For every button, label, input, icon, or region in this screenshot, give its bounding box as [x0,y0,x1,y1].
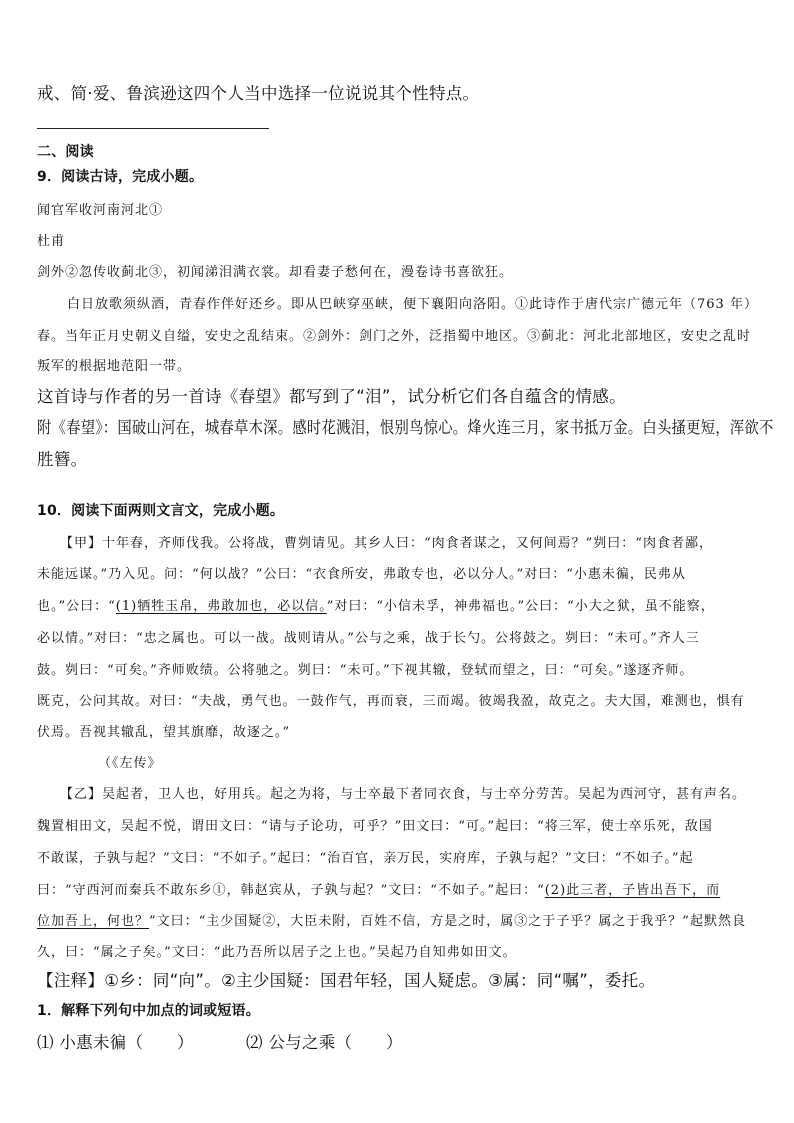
annotation-note: 【注释】①乡：同“向”。②主少国疑：国君年轻，国人疑虑。③属：同“嘱”，委托。 [37,971,656,990]
q10-prompt: 10．阅读下面两则文言文，完成小题。 [37,503,285,519]
poem-note: 春。当年正月史朝义自缢，安史之乱结束。②剑外：剑门之外，泛指蜀中地区。③蓟北：河北北部地区，安史之乱时 [37,329,752,344]
poem-title: 闻官军收河南河北① [37,203,164,218]
text-jia-line: 既克，公问其故。对曰：“夫战，勇气也。一鼓作气，再而衰，三而竭。彼竭我盈，故克之。夫大国，难测也，惧有 [37,694,745,709]
poem-line: 剑外②忽传收蓟北③，初闻涕泪满衣裳。却看妻子愁何在，漫卷诗书喜欲狂。 [37,265,514,280]
underlined-sentence-1: (1)牺牲玉帛，弗敢加也，必以信。 [115,599,327,614]
text-jia-line: 【甲】十年春，齐师伐我。公将战，曹刿请见。其乡人曰：“肉食者谋之，又何间焉？”刿曰：“肉食者鄙， [60,536,713,551]
text-jia-line [37,595,715,614]
text-jia-line: 必以情。”对曰：“忠之属也。可以一战。战则请从。”公与之乘，战于长勺。公将鼓之。刿曰：“未可。”齐人三 [37,631,700,646]
source-citation: （《左传》 [98,756,162,771]
fill-blank-2: ⑵ 公与之乘（ ） [246,1033,403,1052]
text-segment: ”文曰：“主少国疑②，大臣未附，百姓不信，方是之时，属③之于子乎？属之于我乎？”起默然良 [149,914,746,929]
top-line: 戒、简·爱、鲁滨逊这四个人当中选择一位说说其个性特点。 [37,84,480,103]
text-yi-line [37,910,746,929]
text-yi-line: 【乙】吴起者，卫人也，好用兵。起之为将，与士卒最下者同衣食，与士卒分劳苦。吴起为西河守，甚有声名。 [60,787,747,802]
q9-prompt: 9．阅读古诗，完成小题。 [37,169,204,185]
sub-question-1: 1．解释下列句中加点的词或短语。 [37,1003,260,1019]
text-yi-line: 不敢谋，子孰与起？”文曰：“不如子。”起曰：“治百官，亲万民，实府库，子孰与起？”文曰：“不如子。”起 [37,851,694,866]
text-segment: ”对曰：“小信未孚，神弗福也。”公曰：“小大之狱，虽不能察， [326,599,715,614]
underlined-sentence-2: (2)此三者，子皆出吾下，而 [544,883,721,898]
fill-blank-1: ⑴ 小惠未徧（ ） [37,1033,194,1052]
text-yi-line: 魏置相田文，吴起不悦，谓田文曰：“请与子论功，可乎？”田文曰：“可。”起曰：“将三军，使士卒乐死，敌国 [37,819,713,834]
text-jia-line: 鼓。刿曰：“可矣。”齐师败绩。公将驰之。刿曰：“未可。”下视其辙，登轼而望之，曰：“可矣。”遂逐齐师。 [37,663,694,678]
text-segment: 也。”公曰：“ [37,599,116,614]
poem-line: 白日放歌须纵酒，青春作伴好还乡。即从巴峡穿巫峡，便下襄阳向洛阳。①此诗作于唐代宗广德元年（763 年） [67,297,758,312]
text-jia-line: 未能远谋。”乃入见。问：“何以战？”公曰：“衣食所安，弗敢专也，必以分人。”对曰：“小惠未徧，民弗从 [37,567,686,582]
attached-poem: 附《春望》：国破山河在，城春草木深。感时花溅泪，恨别鸟惊心。烽火连三月，家书抵万金。白头搔更短，浑欲不 [37,418,774,437]
poet-name: 杜甫 [37,234,66,249]
text-segment: 曰：“守西河而秦兵不敢东乡①，韩赵宾从，子孰与起？”文曰：“不如子。”起曰：“ [37,883,545,898]
underlined-sentence-2: 位加吾上，何也？ [37,914,150,929]
section-title: 二、阅读 [37,144,94,160]
answer-line [37,128,269,129]
text-jia-line: 伏焉。吾视其辙乱，望其旗靡，故逐之。” [37,725,291,740]
text-yi-line: 久，曰：“属之子矣。”文曰：“此乃吾所以居子之上也。”吴起乃自知弗如田文。 [37,945,517,960]
attached-poem: 胜簪。 [37,450,88,469]
text-yi-line [37,879,720,898]
poem-note: 叛军的根据地范阳一带。 [37,359,192,374]
q9-question: 这首诗与作者的另一首诗《春望》都写到了“泪”，试分析它们各自蕴含的情感。 [37,387,626,406]
